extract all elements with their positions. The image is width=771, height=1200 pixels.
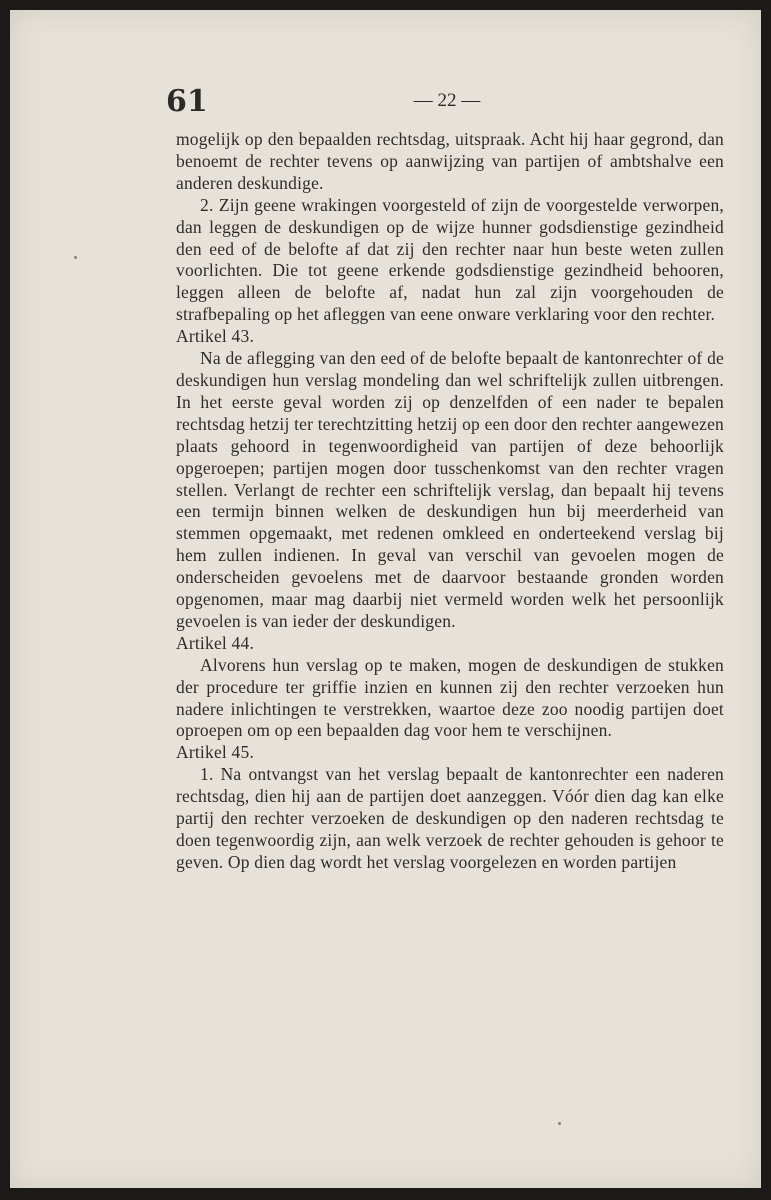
paper-speck	[74, 256, 77, 259]
paragraph-continuation: mogelijk op den bepaalden rechtsdag, uitspraak. Acht hij haar gegrond, dan benoemt de rechter tevens op aanwijzing van partijen of ambtshalve een anderen deskundige.	[176, 129, 724, 193]
page-text	[176, 129, 724, 874]
paragraph-article-45-1: 1. Na ontvangst van het verslag bepaalt de kantonrechter een naderen rechtsdag, dien hij aan de partijen doet aanzeggen. Vóór dien dag kan elke partij den rechter verzoeken de deskundigen op den naderen rechtsdag te doen tegenwoordig zijn, aan welk verzoek de rechter gehouden is gehoor te geven. Op dien dag wordt het verslag voorgelezen en worden partijen	[176, 764, 724, 872]
paper-speck	[558, 1122, 561, 1125]
heading-artikel-43: Artikel 43.	[176, 326, 255, 347]
paragraph-article-43: Na de aflegging van den eed of de belofte bepaalt de kantonrechter of de deskundigen hun verslag mondeling dan wel schriftelijk zullen uitbrengen. In het eerste geval worden zij op denzelfden of een nader te bepalen rechtsdag hetzij ter terechtzitting hetzij op een door den rechter aangewezen plaats gehoord in tegenwoordigheid van partijen of deze behoorlijk opgeroepen; partijen mogen door tusschenkomst van den rechter vragen stellen. Verlangt de rechter een schriftelijk verslag, dan bepaalt hij tevens een termijn binnen welken de deskundigen hun bij meerderheid van stemmen opgemaakt, met redenen omkleed en onderteekend verslag bij hem zullen indienen. In geval van verschil van gevoelen mogen de onderscheiden gevoelens met de daarvoor bestaande gronden worden opgenomen, maar mag daarbij niet vermeld worden welk het persoonlijk gevoelen is van ieder der deskundigen.	[176, 348, 724, 631]
page-number: — 22 —	[413, 90, 481, 111]
heading-artikel-44: Artikel 44.	[176, 632, 255, 653]
heading-artikel-45: Artikel 45.	[176, 742, 255, 763]
paragraph-article-42-2: 2. Zijn geene wrakingen voorgesteld of zijn de voorgestelde verworpen, dan leggen de deskundigen op de wijze hunner godsdienstige gezindheid den eed of de belofte af dat zij den rechter naar hun beste weten zullen voorlichten. Die tot geene erkende godsdienstige gezindheid behooren, leggen alleen de belofte af, nadat hun zal zijn voorgehouden de strafbepaling op het afleggen van eene onware verklaring voor den rechter.	[176, 194, 724, 325]
folio-mark: 61	[166, 84, 208, 119]
paragraph-article-44: Alvorens hun verslag op te maken, mogen de deskundigen de stukken der procedure ter griffie inzien en kunnen zij den rechter verzoeken hun nadere inlichtingen te verstrekken, waartoe deze zoo noodig partijen doet oproepen om op een bepaalden dag voor hem te verschijnen.	[176, 654, 724, 741]
